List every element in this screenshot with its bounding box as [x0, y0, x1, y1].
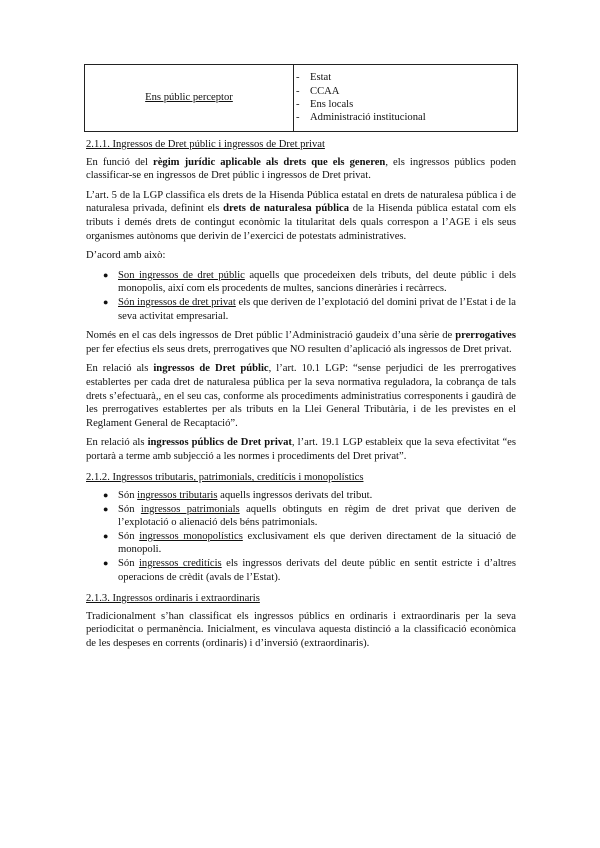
bullet-icon: ● [103, 269, 109, 280]
list-item: ● Són ingressos monopolístics exclusivament els que deriven directament de la situació de monopoli. [103, 530, 516, 556]
paragraph: L’art. 5 de la LGP classifica els drets de la Hisenda Pública estatal en drets de naturalesa pública i de naturalesa privada, definint els drets de naturalesa pública de la Hisenda pública estatal com els tributs i demés drets de contingut econòmic la titularitat dels quals correspon a l’AGE i els seus organismes autònoms que derivin de l’exercici de potestats administratives. [86, 189, 516, 242]
list-item: ● Son ingressos de dret públic aquells que procedeixen dels tributs, del deute públic i dels monopolis, així com els procedents de multes, sancions dineràries i recàrrecs. [103, 269, 516, 295]
list-item: - Ens locals [296, 99, 354, 110]
list-item: ● Són ingressos creditícis els ingressos derivats del deute públic en sentit estricte i d’altres operacions de crèdit (avals de l’Estat). [103, 558, 516, 583]
section-heading-211: 2.1.1. Ingressos de Dret públic i ingressos de Dret privat [86, 139, 325, 150]
bullet-list [86, 269, 516, 323]
paragraph: En funció del règim jurídic aplicable als drets que els generen, els ingressos públics poden classificar-se en ingressos de Dret públic i ingressos de Dret privat. [86, 156, 516, 182]
list-item: ● Són ingressos de dret privat els que deriven de l’explotació del domini privat de l’Estat i de la seva activitat empresarial. [103, 296, 516, 322]
paragraph: D’acord amb això: [86, 250, 166, 262]
paragraph: Tradicionalment s’han classificat els ingressos públics en ordinaris i extraordinaris per la seva periodicitat o permanència. Inicialment, es vinculava aquesta distinció a la classificació econòmica de les despeses en corrents (ordinaris) i d’inversió (extraordinaris). [86, 610, 516, 649]
bullet-icon: ● [103, 490, 109, 501]
section-heading-213: 2.1.3. Ingressos ordinaris i extraordinaris [86, 593, 260, 605]
paragraph: Només en el cas dels ingressos de Dret públic l’Administració gaudeix d’una sèrie de prerrogatives per fer efectius els seus drets, prerrogatives que NO resulten d’aplicació als ingressos de Dret privat. [86, 330, 516, 355]
paragraph: En relació als ingressos de Dret públic, l’art. 10.1 LGP: “sense perjudici de les prerrogatives establertes per cada dret de naturalesa pública per la seva normativa reguladora, la cobrança de tals drets s’efectuarà,, en el seu cas, conforme als procediments administratius corresponents i gaudirà de les prerrogatives establertes per als tributs en la Llei General Tributària, i de les previstes en el Reglament General de Recaptació”. [86, 363, 517, 429]
perceptor-table [84, 64, 518, 132]
bullet-icon: ● [103, 558, 109, 569]
bullet-icon: ● [103, 530, 109, 541]
section-heading-212: 2.1.2. Ingressos tributaris, patrimonials, creditícis i monopolístics [86, 472, 364, 484]
bullet-icon: ● [103, 503, 109, 514]
table-left-cell: Ens públic perceptor [85, 65, 294, 132]
list-item: - CCAA [296, 85, 340, 97]
list-item: ● Són ingressos tributaris aquells ingressos derivats del tribut. [103, 490, 373, 502]
paragraph: En relació als ingressos públics de Dret privat, l’art. 19.1 LGP estableix que la seva efectivitat “es portarà a terme amb subjecció a les normes i procediments del Dret privat”. [86, 437, 516, 462]
list-item: ● Són ingressos patrimonials aquells obtinguts en règim de dret privat que deriven de l’explotació o alienació dels béns patrimonials. [103, 503, 516, 529]
document-page [86, 64, 516, 657]
table-right-cell [294, 65, 518, 132]
bullet-icon: ● [103, 296, 109, 307]
bullet-list [86, 489, 516, 584]
list-item: - Administració institucional [296, 112, 426, 124]
list-item: - Estat [296, 72, 332, 84]
